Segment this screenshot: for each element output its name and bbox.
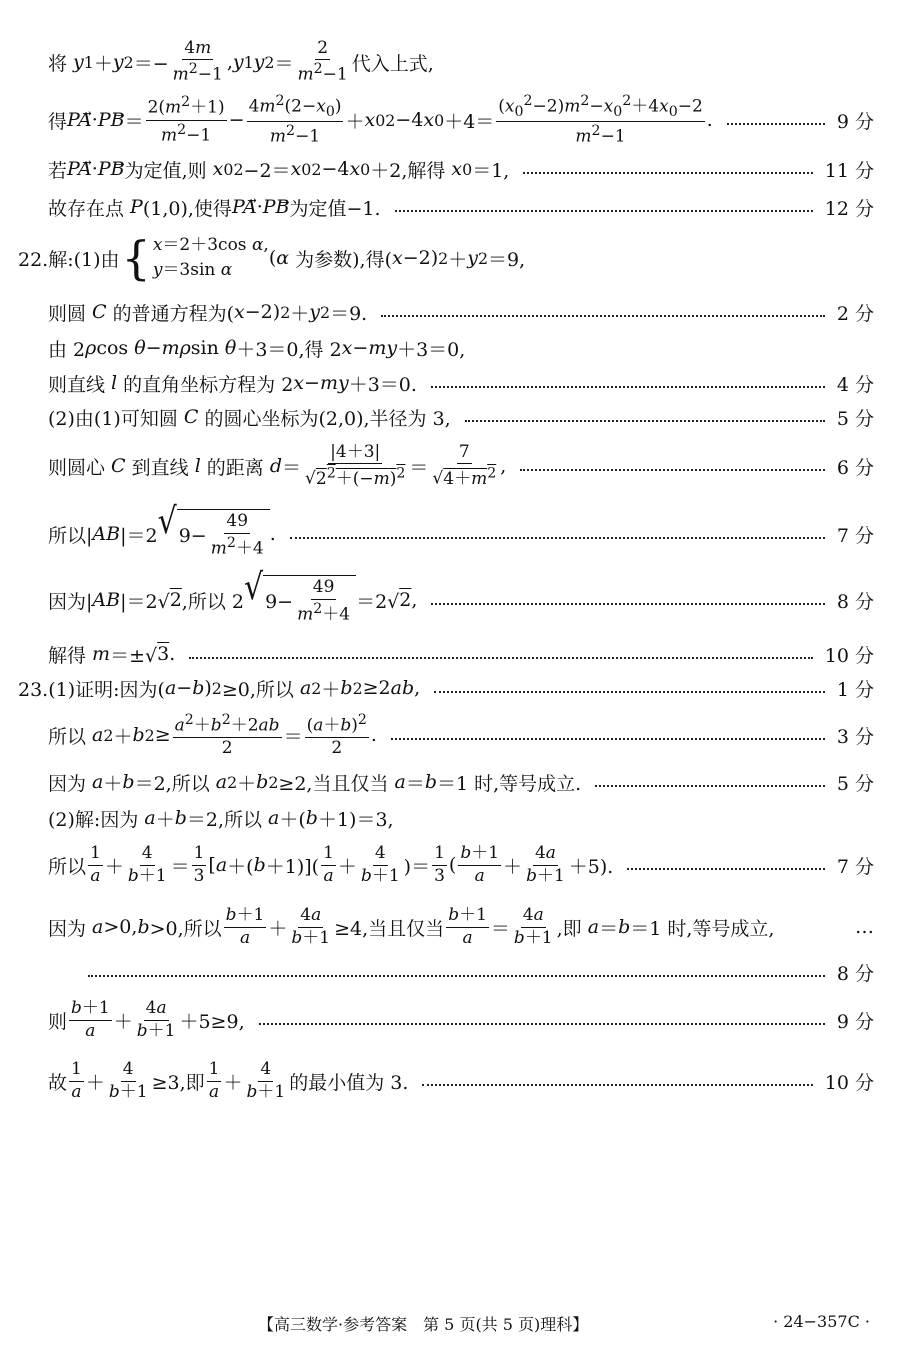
dot-leader (422, 1084, 812, 1086)
answer-line (48, 768, 874, 796)
dot-leader (381, 315, 825, 317)
answer-line (48, 155, 874, 183)
score-label: 7 分 (836, 855, 874, 878)
answer-line (48, 403, 874, 431)
answer-line (48, 369, 874, 397)
answer-line (48, 193, 874, 221)
score-label: 8 分 (836, 590, 874, 613)
dot-leader (431, 603, 824, 605)
dot-leader (523, 172, 812, 174)
math-expression: 故存在点 P (1,0),使得 PA ⃗· PB ⃗为定值−1. (48, 196, 381, 220)
answer-line (48, 840, 874, 890)
score-label: 1 分 (836, 678, 874, 701)
footer-code: · 24−357C · (773, 1312, 870, 1331)
math-expression: 所以 $\frac{1}{a}$ ＋ $\frac{4}{b+1}$ ＝ $\frac{1}{3}$ [ a ＋( b ＋1)]( $\frac{1}{a}$ ＋ $\frac{4}{b+1}$ )＝ $\frac{1}{3}$ ( $\frac{b+1}{a}$ ＋ $\frac{4a}{b+1}$ ＋5). (48, 842, 614, 886)
answer-line (48, 902, 874, 952)
dot-leader (395, 210, 813, 212)
math-expression: 故 $\frac{1}{a}$ ＋ $\frac{4}{b+1}$ ≥3,即 $\frac{1}{a}$ ＋ $\frac{4}{b+1}$ 的最小值为 3. (48, 1058, 409, 1102)
math-expression: (2)由(1)可知圆 C 的圆心坐标为(2,0),半径为 3, (48, 406, 451, 430)
math-expression: 所以 a 2 ＋ b 2 ≥ $\frac{a^2+b^2+2ab}{2}$ ＝ $\frac{(a+b)^2}{2}$ . (48, 711, 377, 758)
answer-line (48, 566, 874, 628)
answer-line (18, 228, 874, 288)
dot-leader (259, 1023, 825, 1025)
answer-line (48, 298, 874, 326)
score-label: 9 分 (836, 110, 874, 133)
score-label: 10 分 (824, 1071, 874, 1094)
footer-title: 【高三数学·参考答案 第 5 页(共 5 页)理科】 (258, 1315, 589, 1334)
answer-line (48, 440, 874, 492)
score-label: 9 分 (836, 1010, 874, 1033)
math-expression: 22.解:(1)由 { x＝2＋3cos α, y＝3sin α ( α 为参数),得( x −2) 2 ＋ y 2 ＝9, (18, 231, 526, 285)
score-label: 5 分 (836, 772, 874, 795)
score-label: 2 分 (836, 302, 874, 325)
dot-leader (434, 691, 825, 693)
continuation-dots: … (855, 916, 874, 938)
math-expression: 23.(1)证明:因为( a − b ) 2 ≥0,所以 a 2 ＋ b 2 ≥2 ab , (18, 677, 421, 701)
score-label: 8 分 (836, 962, 874, 985)
math-expression: 若 PA ⃗· PB ⃗为定值,则 x 0 2 −2＝ x 0 2 −4 x 0 ＋2,解得 x 0 ＝1, (48, 158, 510, 182)
math-expression: 将 y 1 ＋ y 2 ＝− $\frac{4m}{m^2-1}$ , y 1 y 2 ＝ $\frac{2}{m^2-1}$ 代入上式, (48, 37, 434, 85)
answer-line (18, 674, 874, 702)
score-label: 10 分 (824, 644, 874, 667)
score-label: 3 分 (836, 725, 874, 748)
math-expression: 因为 a >0, b >0,所以 $\frac{b+1}{a}$ ＋ $\frac{4a}{b+1}$ ≥4,当且仅当 $\frac{b+1}{a}$ ＝ $\frac{4a}{b+1}$ ,即 a ＝ b ＝1 时,等号成立, (48, 904, 775, 948)
answer-line (88, 958, 874, 986)
math-expression: 因为 a ＋ b ＝2,所以 a 2 ＋ b 2 ≥2,当且仅当 a ＝ b ＝1 时,等号成立. (48, 771, 582, 795)
dot-leader (431, 386, 825, 388)
math-expression: 所以| AB |＝2 √ 9− $\frac{49}{m^2+4}$ . (48, 500, 276, 559)
dot-leader (88, 975, 825, 977)
dot-leader (391, 738, 825, 740)
math-expression: 解得 m ＝±√ 3 . (48, 643, 176, 667)
dot-leader (595, 785, 825, 787)
dot-leader (627, 868, 825, 870)
math-expression: 得 PA ⃗· PB ⃗＝ $\frac{2(m^2+1)}{m^2-1}$ − $\frac{4m^2(2-x_0)}{m^2-1}$ ＋ x 0 2 −4 x 0 ＋4＝ $\frac{(x_0^2-2)m^2-x_0^2+4x_0-2}{m^2-1}$ . (48, 92, 713, 147)
answer-line (48, 995, 874, 1045)
math-expression: 则直线 l 的直角坐标方程为 2 x − my ＋3＝0. (48, 372, 417, 396)
dot-leader (465, 420, 825, 422)
score-label: 12 分 (824, 197, 874, 220)
math-expression: 因为| AB |＝2√ 2 ,所以 2 √ 9− $\frac{49}{m^2+4}$ ＝2√ 2 , (48, 566, 418, 625)
math-expression: (2)解:因为 a ＋ b ＝2,所以 a ＋( b ＋1)＝3, (48, 807, 394, 831)
dot-leader (520, 469, 825, 471)
answer-line (48, 710, 874, 760)
dot-leader (290, 537, 825, 539)
score-label: 4 分 (836, 373, 874, 396)
dot-leader (189, 657, 813, 659)
math-expression: 则圆 C 的普通方程为( x −2) 2 ＋ y 2 ＝9. (48, 301, 368, 325)
answer-line (48, 804, 874, 832)
answer-line (48, 37, 874, 85)
answer-line (48, 640, 874, 668)
score-label: 5 分 (836, 407, 874, 430)
score-label: 6 分 (836, 456, 874, 479)
answer-line (48, 92, 874, 147)
score-label: 7 分 (836, 524, 874, 547)
math-expression: 则 $\frac{b+1}{a}$ ＋ $\frac{4a}{b+1}$ ＋5≥9, (48, 997, 245, 1041)
answer-line (48, 500, 874, 562)
dot-leader (727, 123, 825, 125)
answer-line (48, 334, 874, 362)
answer-line (48, 1056, 874, 1106)
equation-system: { x＝2＋3cos α, y＝3sin α (121, 231, 269, 285)
math-expression: 由 2 ρ cos θ − mρ sin θ ＋3＝0,得 2 x − my ＋3＝0, (48, 337, 466, 361)
score-label: 11 分 (824, 159, 874, 182)
math-expression: 则圆心 C 到直线 l 的距离 d ＝ $\frac{|4+3|}{√2^2+(-m)^2}$ ＝ $\frac{7}{√4+m^2}$ , (48, 441, 507, 489)
